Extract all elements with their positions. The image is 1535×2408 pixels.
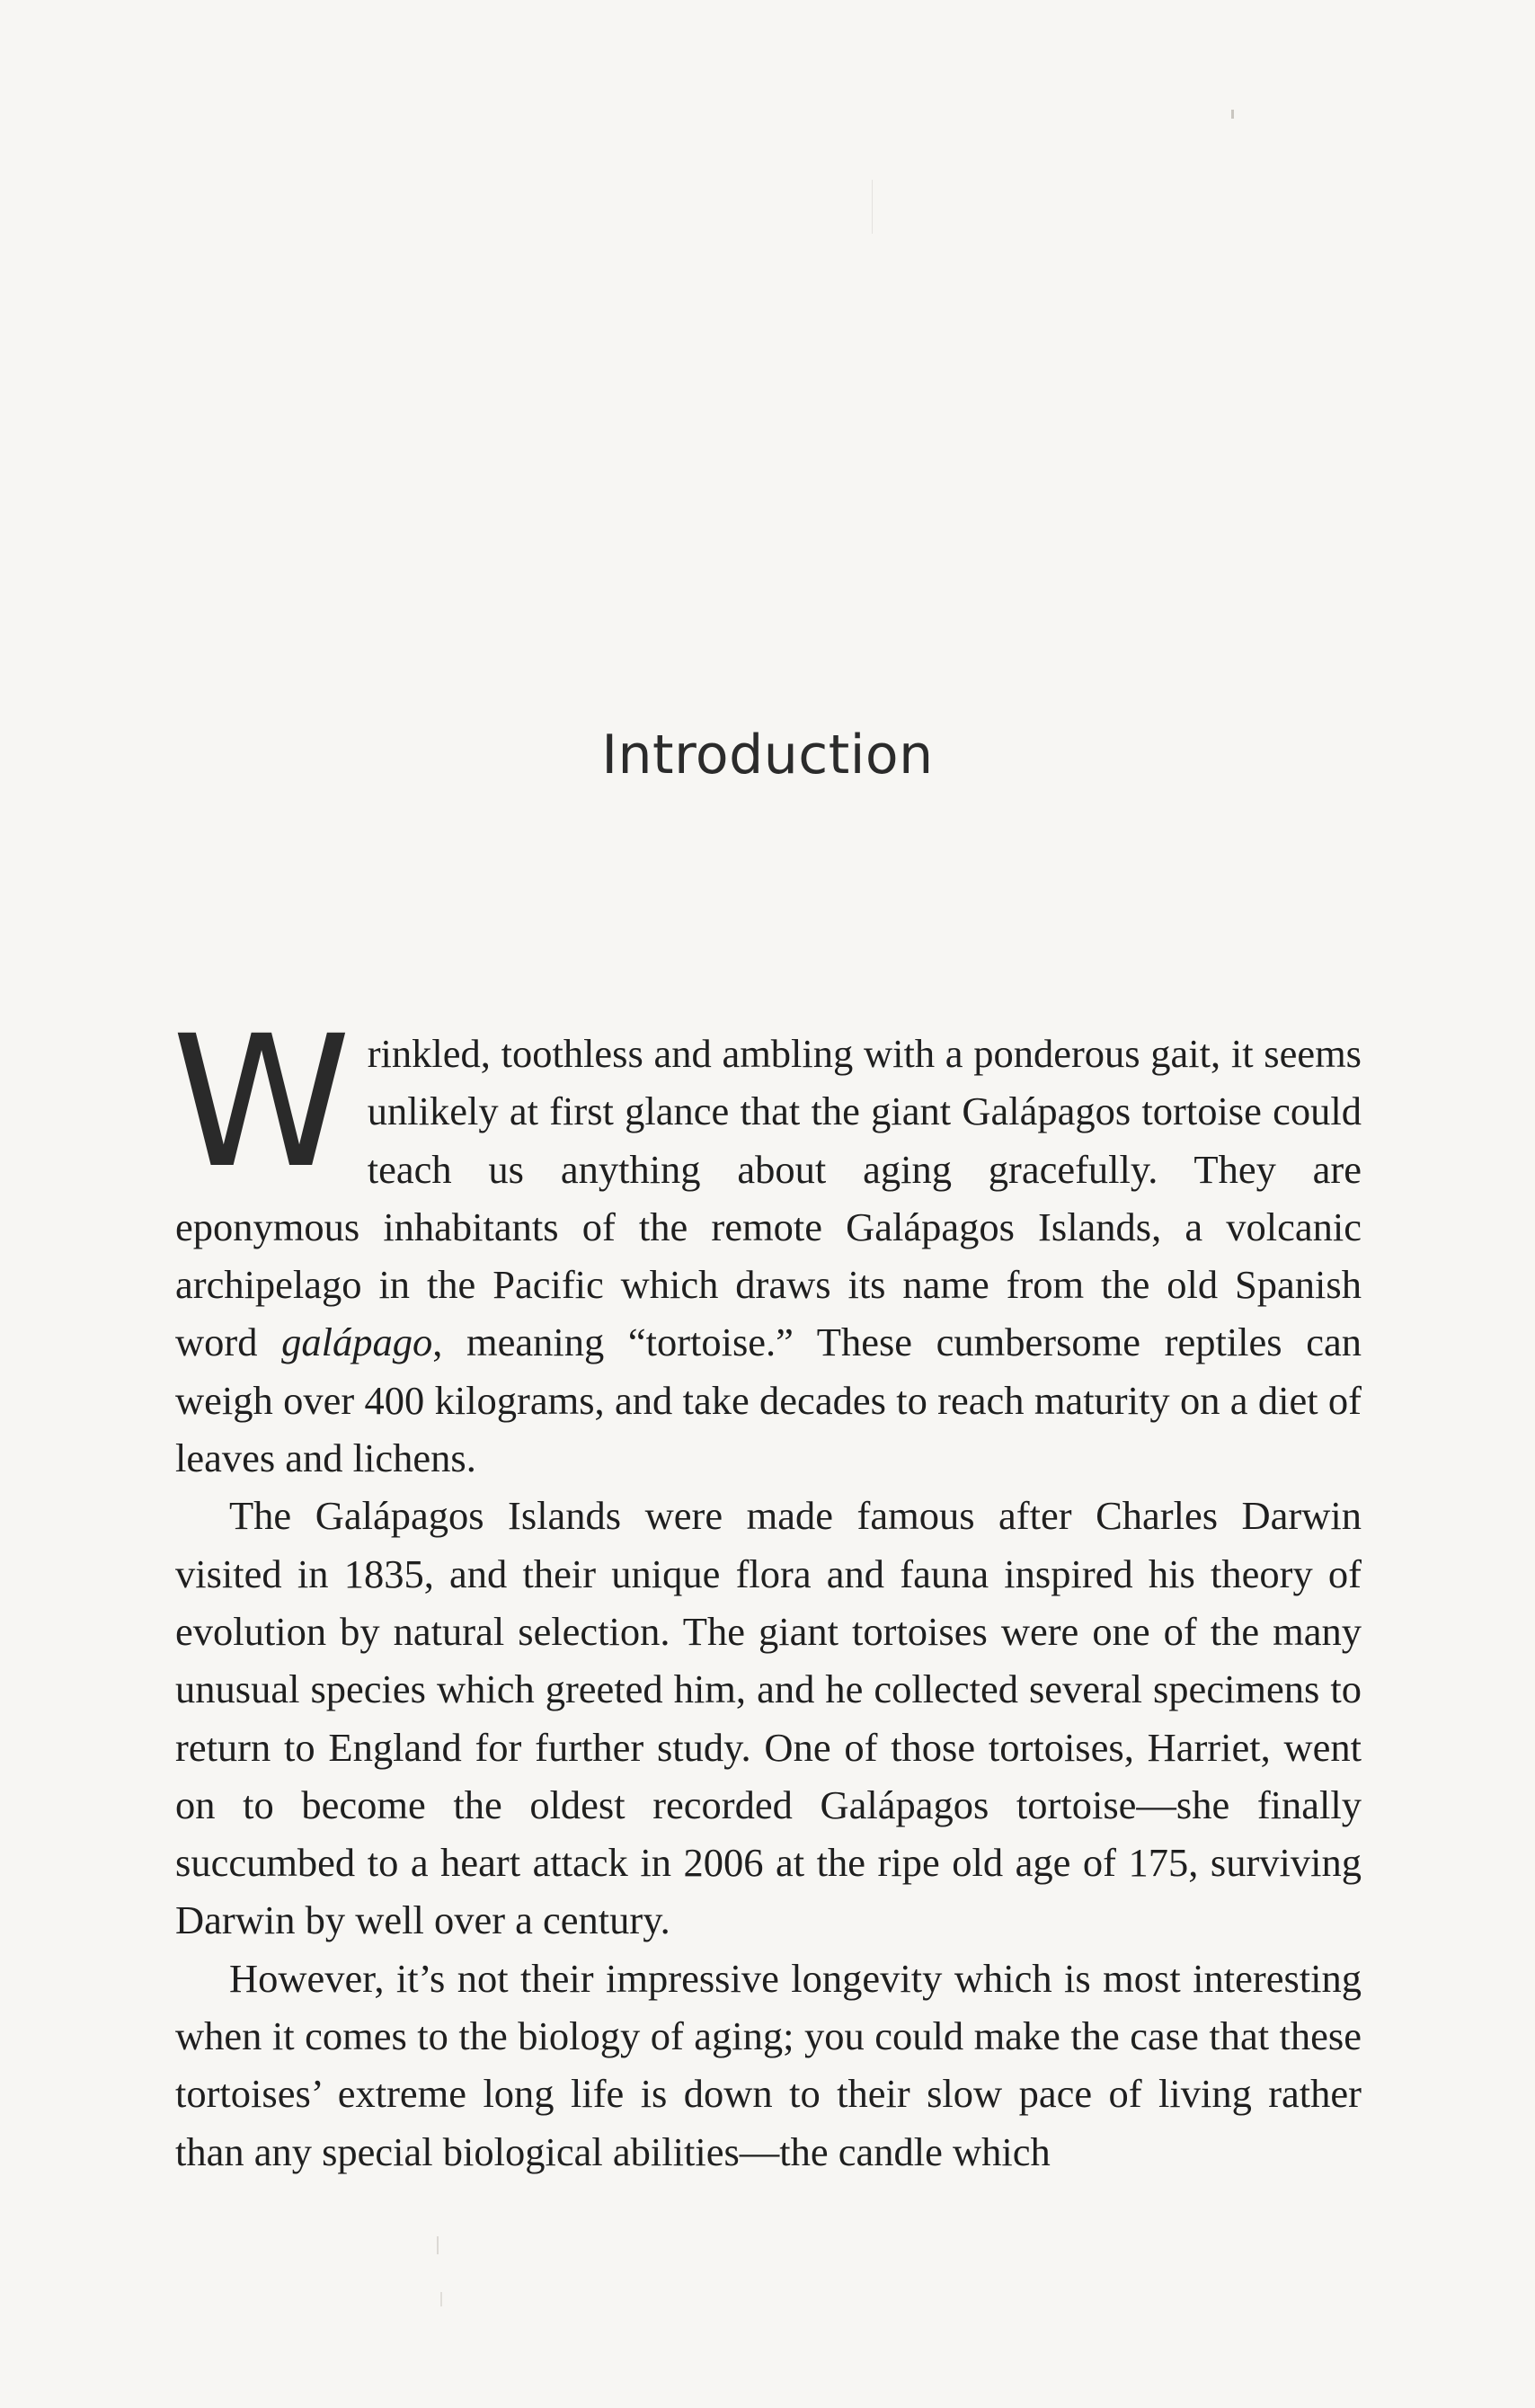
drop-cap: W [172,996,351,1208]
paragraph-1-emphasis: galápago [281,1320,433,1365]
paragraph-1-lead: rinkled, toothless and ambling with a ponderous gait, it seems unlikely at first glance that the giant Galápagos tortoise could teach us anything about aging gracefully. They are eponymous inhabitants of the remote Galápagos Islands, a volcanic archipelago in the Pacific which draws its name from the old Spanish word [175,1031,1362,1365]
scan-speck [1231,110,1234,119]
scan-speck [440,2292,442,2306]
paragraph-1 [172,996,1362,1487]
chapter-title: Introduction [601,724,934,786]
scan-speck [437,2236,439,2254]
paragraph-2: The Galápagos Islands were made famous after Charles Darwin visited in 1835, and their unique flora and fauna inspired his theory of evolution by natural selection. The giant tortoises were one of the many unusual species which greeted him, and he collected several specimens to return to England for further study. One of those tortoises, Harriet, went on to become the oldest recorded Galápagos tortoise—she finally succumbed to a heart attack in 2006 at the ripe old age of 175, surviving Darwin by well over a century. [175,1493,1362,1943]
paragraph-1-tail: , meaning “tortoise.” These cumbersome reptiles can weigh over 400 kilograms, and take decades to reach maturity on a diet of leaves and lichens. [175,1320,1362,1481]
paragraph-3: However, it’s not their impressive longevity which is most interesting when it comes to the biology of aging; you could make the case that these tortoises’ extreme long life is down to their slow pace of living rather than any special biological abilities—the candle which [175,1955,1362,2174]
body-text [172,996,1362,2181]
scan-speck [872,180,873,234]
